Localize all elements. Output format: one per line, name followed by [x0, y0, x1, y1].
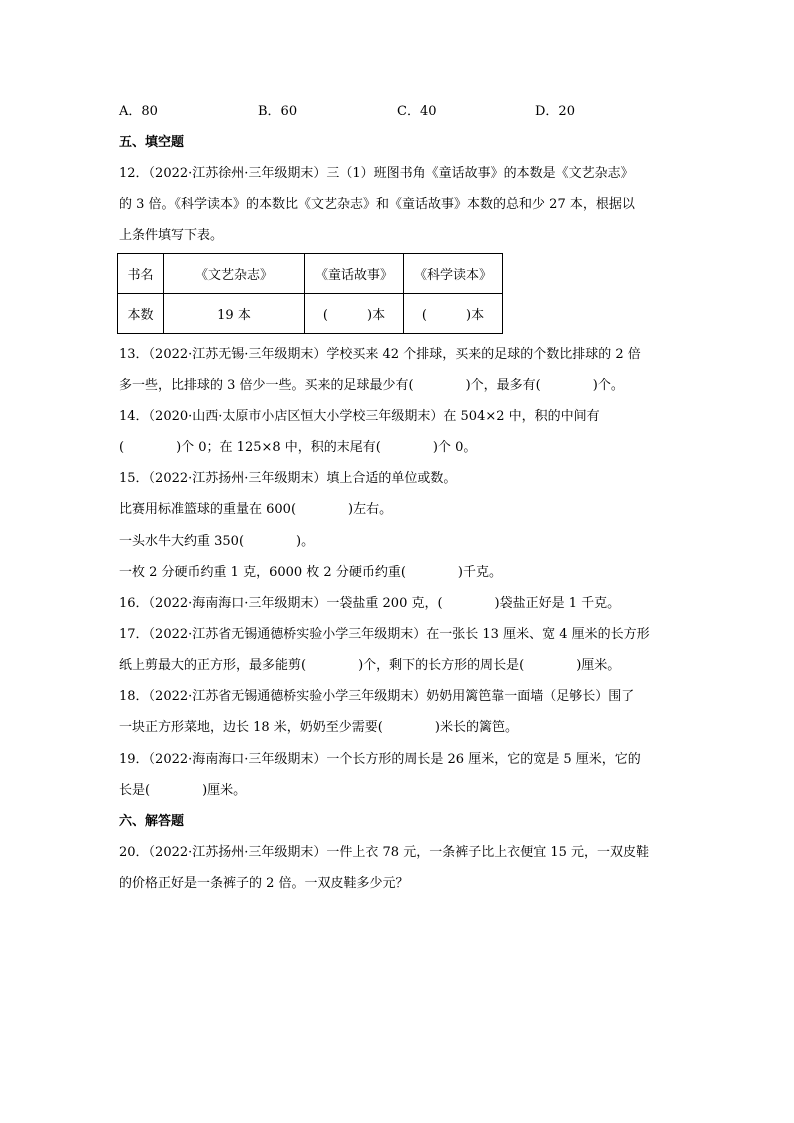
table-cell: 19 本: [164, 294, 305, 334]
option-a: A．80: [119, 104, 158, 119]
question-13-line-2: 多一些，比排球的 3 倍少一些。买来的足球最少有( )个，最多有( )个。: [119, 378, 624, 393]
option-d: D．20: [535, 104, 575, 119]
book-count-table: [117, 253, 503, 334]
question-18-line-2: 一块正方形菜地，边长 18 米，奶奶至少需要( )米长的篱笆。: [119, 720, 518, 735]
table-header-cell: 《科学读本》: [404, 254, 503, 294]
question-20-line-2: 的价格正好是一条裤子的 2 倍。一双皮鞋多少元？: [119, 876, 409, 891]
table-cell-blank[interactable]: ( )本: [305, 294, 404, 334]
question-12-line-1: 12．（2022·江苏徐州·三年级期末）三（1）班图书角《童话故事》的本数是《文艺杂志》: [119, 166, 634, 181]
question-19-line-2: 长是( )厘米。: [119, 783, 247, 798]
question-17-line-2: 纸上剪最大的正方形，最多能剪( )个，剩下的长方形的周长是( )厘米。: [119, 658, 621, 673]
question-20-line-1: 20．（2022·江苏扬州·三年级期末）一件上衣 78 元，一条裤子比上衣便宜 15 元，一双皮鞋: [119, 845, 650, 860]
section-title-fill-blank: 五、填空题: [119, 135, 185, 150]
question-16-line-1: 16．（2022·海南海口·三年级期末）一袋盐重 200 克，( )袋盐正好是 1 千克。: [119, 596, 621, 611]
table-header-cell: 《童话故事》: [305, 254, 404, 294]
table-cell-blank[interactable]: ( )本: [404, 294, 503, 334]
question-14-line-1: 14．（2020·山西·太原市小店区恒大小学校三年级期末）在 504×2 中，积的中间有: [119, 409, 600, 424]
question-19-line-1: 19．（2022·海南海口·三年级期末）一个长方形的周长是 26 厘米，它的宽是 5 厘米，它的: [119, 752, 641, 767]
question-13-line-1: 13．（2022·江苏无锡·三年级期末）学校买来 42 个排球，买来的足球的个数比排球的 2 倍: [119, 347, 641, 362]
table-header-cell: 《文艺杂志》: [164, 254, 305, 294]
question-15-line-1: 15．（2022·江苏扬州·三年级期末）填上合适的单位或数。: [119, 471, 457, 486]
question-18-line-1: 18．（2022·江苏省无锡通德桥实验小学三年级期末）奶奶用篱笆靠一面墙（足够长）围了: [119, 689, 635, 704]
question-12-line-2: 的 3 倍。《科学读本》的本数比《文艺杂志》和《童话故事》本数的总和少 27 本，根据以: [119, 197, 635, 212]
question-17-line-1: 17．（2022·江苏省无锡通德桥实验小学三年级期末）在一张长 13 厘米、宽 4 厘米的长方形: [119, 627, 650, 642]
table-header-cell: 书名: [118, 254, 164, 294]
question-15-line-3: 一头水牛大约重 350( )。: [119, 534, 315, 549]
option-c: C．40: [397, 104, 437, 119]
question-15-line-2: 比赛用标准篮球的重量在 600( )左右。: [119, 502, 393, 517]
table-cell: 本数: [118, 294, 164, 334]
option-b: B．60: [258, 104, 298, 119]
question-12-line-3: 上条件填写下表。: [119, 228, 224, 243]
table-row: [118, 294, 503, 334]
table-header-row: [118, 254, 503, 294]
question-14-line-2: ( )个 0；在 125×8 中，积的末尾有( )个 0。: [119, 440, 477, 455]
section-title-answer: 六、解答题: [119, 814, 185, 829]
question-15-line-4: 一枚 2 分硬币约重 1 克，6000 枚 2 分硬币约重( )千克。: [119, 565, 502, 580]
